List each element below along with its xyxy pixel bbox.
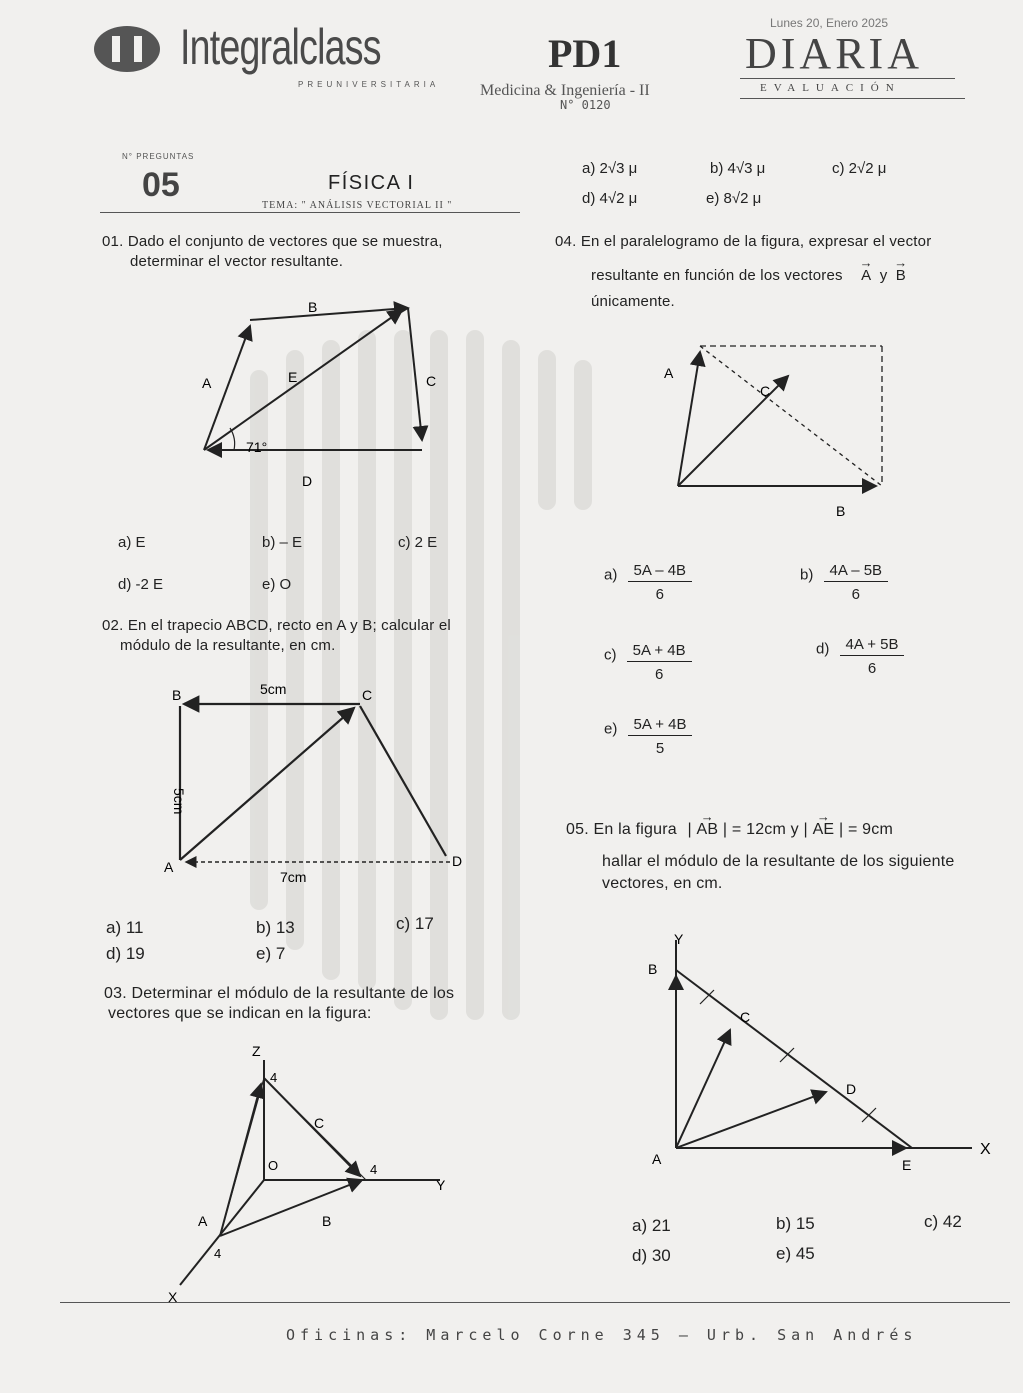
exam-code: PD1 bbox=[548, 31, 622, 76]
q05-line-3: vectores, en cm. bbox=[602, 875, 723, 892]
q01-text bbox=[102, 232, 532, 272]
q01-line-1: 01. Dado el conjunto de vectores que se muestra, bbox=[102, 233, 443, 250]
q04-option-c-fraction bbox=[627, 628, 692, 683]
q03-option-b[interactable]: b) 4√3 μ bbox=[710, 160, 766, 177]
exam-number: N° 0120 bbox=[560, 98, 611, 112]
q05-axis-x: X bbox=[980, 1141, 991, 1158]
q04-option-a[interactable] bbox=[604, 548, 692, 603]
q01-option-a[interactable]: a) E bbox=[118, 534, 146, 551]
q03-origin: O bbox=[268, 1158, 279, 1173]
q05-line-1a: 05. En la figura bbox=[566, 821, 677, 838]
q04-label-c: C bbox=[760, 383, 771, 399]
q05-line-1b: = 12cm y bbox=[731, 821, 799, 838]
q04-option-a-den: 6 bbox=[655, 586, 664, 603]
q04-option-a-label: a) bbox=[604, 566, 618, 584]
q02-line-1: 02. En el trapecio ABCD, recto en A y B; calcular el bbox=[102, 617, 451, 634]
q04-option-b-num: 4A – 5B bbox=[824, 548, 889, 582]
topic: TEMA: " ANÁLISIS VECTORIAL II " bbox=[262, 200, 453, 211]
brand-logo bbox=[92, 24, 162, 74]
header-rule bbox=[100, 212, 520, 213]
program-name: Medicina & Ingeniería - II bbox=[480, 82, 650, 99]
q01-label-b: B bbox=[308, 299, 318, 315]
q05-option-c[interactable]: c) 42 bbox=[924, 1212, 962, 1231]
q02-text bbox=[102, 616, 542, 656]
q02-label-b: B bbox=[172, 687, 182, 703]
q03-tick-x: 4 bbox=[214, 1246, 222, 1261]
q05-line-1c: = 9cm bbox=[847, 821, 893, 838]
q02-figure bbox=[150, 676, 480, 896]
q04-vector-a: → A bbox=[861, 266, 871, 286]
q02-option-e[interactable]: e) 7 bbox=[256, 944, 286, 963]
q04-option-e-label: e) bbox=[604, 720, 618, 738]
q04-option-c-den: 6 bbox=[654, 666, 664, 683]
q04-line-1: 04. En el paralelogramo de la figura, expresar el vector bbox=[555, 233, 932, 250]
q05-option-a[interactable]: a) 21 bbox=[632, 1216, 671, 1235]
q01-label-c: C bbox=[426, 373, 437, 389]
q05-option-d[interactable]: d) 30 bbox=[632, 1246, 671, 1265]
q02-label-c: C bbox=[362, 687, 373, 703]
q05-line-2: hallar el módulo de la resultante de los siguiente bbox=[602, 853, 955, 870]
exam-date: Lunes 20, Enero 2025 bbox=[770, 16, 889, 30]
q02-label-a: A bbox=[164, 859, 174, 875]
q03-text bbox=[104, 984, 550, 1024]
q02-option-c[interactable]: c) 17 bbox=[396, 914, 434, 933]
q04-figure bbox=[660, 330, 900, 520]
q03-tick-z: 4 bbox=[270, 1070, 278, 1085]
eval-title: DIARIA bbox=[745, 29, 923, 78]
course-name: FÍSICA I bbox=[328, 172, 415, 194]
q01-label-e: E bbox=[288, 369, 298, 385]
q01-figure bbox=[190, 290, 450, 490]
q04-option-b[interactable] bbox=[800, 548, 888, 603]
footer-rule bbox=[60, 1302, 1010, 1303]
q05-figure bbox=[630, 924, 1010, 1194]
q04-line-2-and: y bbox=[879, 267, 888, 284]
q01-option-e[interactable]: e) O bbox=[262, 576, 292, 593]
q04-option-c[interactable] bbox=[604, 628, 692, 683]
q03-axis-z: Z bbox=[252, 1043, 261, 1059]
q03-option-d[interactable]: d) 4√2 μ bbox=[582, 190, 638, 207]
eval-rule-bottom bbox=[740, 98, 965, 99]
q02-label-bottom: 7cm bbox=[280, 869, 307, 885]
q05-label-a: A bbox=[652, 1151, 662, 1167]
q04-line-3: únicamente. bbox=[591, 293, 675, 310]
q04-option-b-label: b) bbox=[800, 566, 814, 584]
q04-option-d[interactable] bbox=[816, 622, 904, 677]
q04-text bbox=[555, 232, 975, 312]
q04-option-c-label: c) bbox=[604, 646, 617, 664]
q05-label-e: E bbox=[902, 1157, 912, 1173]
q02-option-d[interactable]: d) 19 bbox=[106, 944, 145, 963]
q03-line-2: vectores que se indican en la figura: bbox=[108, 1005, 372, 1022]
q01-label-a: A bbox=[202, 375, 212, 391]
q01-label-d: D bbox=[302, 473, 313, 489]
q04-option-b-den: 6 bbox=[851, 586, 860, 603]
q04-option-d-fraction bbox=[840, 622, 905, 677]
q05-ab: → AB bbox=[697, 820, 719, 840]
q03-axis-y: Y bbox=[436, 1177, 446, 1193]
q05-line-1: 05. En la figura | → AB | = 12cm y | → AE | = 9cm bbox=[566, 820, 1021, 840]
q04-option-c-num: 5A + 4B bbox=[627, 628, 692, 662]
q02-label-top: 5cm bbox=[260, 681, 287, 697]
q03-axis-x: X bbox=[168, 1289, 178, 1305]
q04-option-d-num: 4A + 5B bbox=[840, 622, 905, 656]
q05-axis-y: Y bbox=[674, 931, 684, 947]
q03-label-b: B bbox=[322, 1213, 332, 1229]
q04-line-2-text: resultante en función de los vectores bbox=[591, 267, 843, 284]
q05-label-c: C bbox=[740, 1009, 751, 1025]
q04-option-b-fraction bbox=[824, 548, 889, 603]
q02-line-2: módulo de la resultante, en cm. bbox=[120, 637, 336, 654]
questions-count: 05 bbox=[142, 166, 180, 204]
q04-label-a: A bbox=[664, 365, 674, 381]
q01-option-b[interactable]: b) – E bbox=[262, 534, 303, 551]
q04-label-b: B bbox=[836, 503, 846, 519]
q02-label-d: D bbox=[452, 853, 463, 869]
eval-rule bbox=[740, 78, 955, 79]
q05-option-b[interactable]: b) 15 bbox=[776, 1214, 815, 1233]
q04-option-e-fraction bbox=[628, 702, 693, 757]
q05-text bbox=[566, 820, 1021, 894]
q04-option-e-den: 5 bbox=[655, 740, 665, 757]
q01-option-c[interactable]: c) 2 E bbox=[398, 534, 438, 551]
q04-line-2 bbox=[555, 266, 975, 286]
q03-option-e[interactable]: e) 8√2 μ bbox=[706, 190, 762, 207]
q03-label-c: C bbox=[314, 1115, 325, 1131]
q04-option-a-fraction bbox=[628, 548, 693, 603]
q04-option-e[interactable] bbox=[604, 702, 692, 757]
q04-option-a-num: 5A – 4B bbox=[628, 548, 693, 582]
q02-option-a[interactable]: a) 11 bbox=[106, 918, 144, 937]
q01-angle: 71° bbox=[246, 439, 268, 455]
q04-option-d-den: 6 bbox=[867, 660, 877, 677]
q05-label-b: B bbox=[648, 961, 658, 977]
q03-option-c[interactable]: c) 2√2 μ bbox=[832, 160, 887, 177]
q05-ae: → AE bbox=[813, 820, 835, 840]
eval-subtitle: EVALUACIÓN bbox=[760, 82, 901, 94]
q01-line-2: determinar el vector resultante. bbox=[130, 253, 344, 270]
q03-tick-y: 4 bbox=[370, 1162, 378, 1177]
q03-label-a: A bbox=[198, 1213, 208, 1229]
q01-option-d[interactable]: d) -2 E bbox=[118, 576, 164, 593]
q04-vector-b: → B bbox=[896, 266, 906, 286]
q05-label-d: D bbox=[846, 1081, 857, 1097]
q02-option-b[interactable]: b) 13 bbox=[256, 918, 295, 937]
q04-option-d-label: d) bbox=[816, 640, 830, 658]
brand-name: Integralclass bbox=[180, 19, 381, 75]
footer-address: Oficinas: Marcelo Corne 345 – Urb. San Andrés bbox=[286, 1326, 918, 1344]
q03-line-1: 03. Determinar el módulo de la resultante de los bbox=[104, 985, 455, 1002]
questions-label: N° PREGUNTAS bbox=[122, 152, 195, 161]
q02-label-side: 5cm bbox=[171, 788, 187, 815]
q03-figure bbox=[160, 1040, 480, 1310]
q03-option-a[interactable]: a) 2√3 μ bbox=[582, 160, 638, 177]
q05-option-e[interactable]: e) 45 bbox=[776, 1244, 815, 1263]
brand-subtitle: PREUNIVERSITARIA bbox=[298, 80, 440, 89]
q04-option-e-num: 5A + 4B bbox=[628, 702, 693, 736]
